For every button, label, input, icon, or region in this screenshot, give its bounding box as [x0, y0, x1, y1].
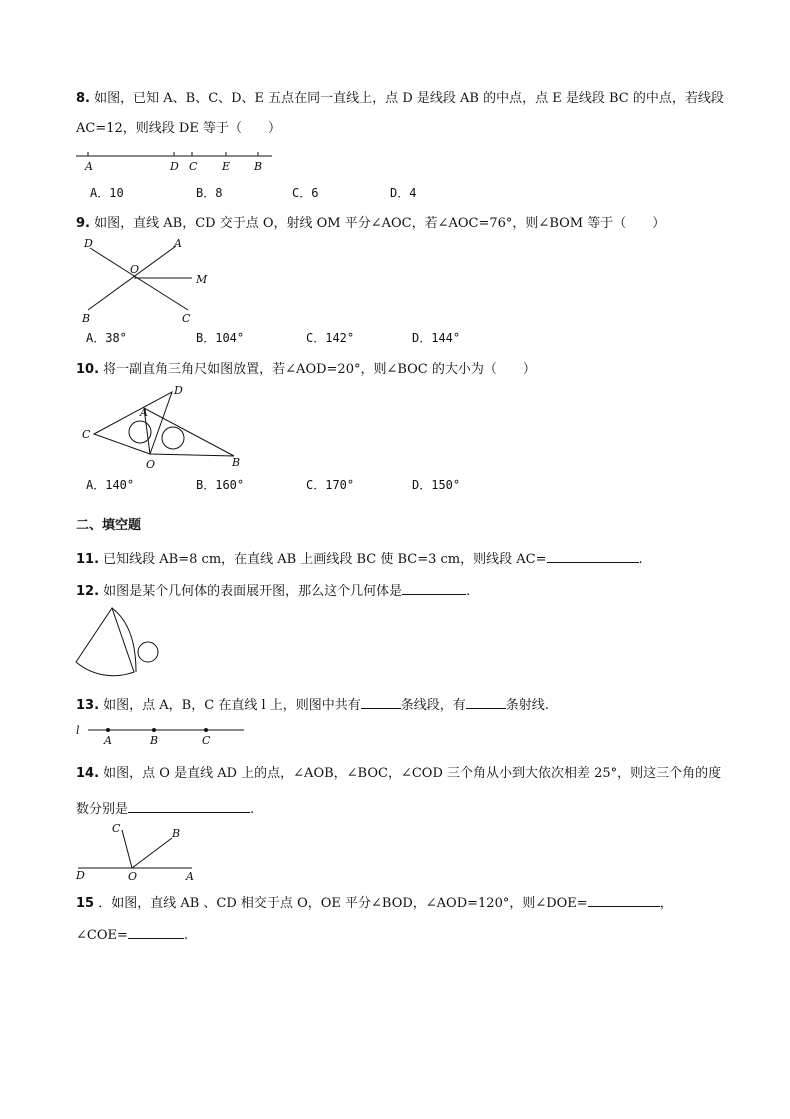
q11-answer-blank[interactable] — [547, 550, 639, 563]
q10-label-a: A — [140, 406, 148, 419]
q12-answer-blank[interactable] — [402, 582, 466, 595]
q14-number: 14. — [76, 766, 100, 781]
q9-option-c[interactable]: C．142° — [306, 331, 355, 345]
q10-label-d: D — [174, 384, 183, 397]
q8-label-b: B — [254, 160, 263, 173]
q10-option-c[interactable]: C．170° — [306, 478, 355, 492]
q10-option-d[interactable]: D．150° — [412, 478, 461, 492]
q13-tail: 条射线. — [505, 698, 549, 713]
q12-diagram-cone-net — [74, 606, 164, 676]
q10-option-a[interactable]: A．140° — [86, 478, 135, 492]
q9-label-m: M — [196, 273, 208, 286]
q8-option-a[interactable]: A．10 — [90, 186, 124, 200]
q9-label-d: D — [84, 237, 93, 250]
q13-mid: 条线段，有 — [400, 698, 466, 713]
q11-number: 11. — [76, 552, 100, 567]
q12-text — [76, 582, 470, 600]
q10-text — [76, 362, 536, 378]
q14-text-line2 — [76, 800, 254, 818]
q14-tail: . — [250, 802, 255, 817]
q13-label-a: A — [104, 734, 112, 747]
q15-tail-2: . — [183, 928, 189, 943]
q15-text-line1 — [76, 894, 673, 912]
q14-stem-1: 如图，点 O 是直线 AD 上的点，∠AOB，∠BOC，∠COD 三个角从小到大依次相差 25°，则这三个角的度 — [99, 766, 722, 781]
q8-number: 8. — [76, 91, 90, 106]
q9-label-a: A — [174, 237, 182, 250]
q9-label-b: B — [82, 312, 91, 325]
q14-label-c: C — [112, 822, 121, 835]
q9-label-o: O — [130, 263, 140, 276]
q12-number: 12. — [76, 584, 100, 599]
q8-label-c: C — [189, 160, 198, 173]
q10-stem: 将一副直角三角尺如图放置，若∠AOD=20°，则∠BOC 的大小为（ ） — [99, 362, 536, 377]
q9-label-c: C — [182, 312, 191, 325]
q15-number: 15 — [76, 896, 95, 911]
q9-stem: 如图，直线 AB，CD 交于点 O，射线 OM 平分∠AOC，若∠AOC=76°，则∠BOM 等于（ ） — [89, 216, 666, 231]
q15-tail-1: ， — [659, 896, 673, 911]
q14-label-o: O — [128, 870, 138, 883]
q15-coe-blank[interactable] — [128, 926, 184, 939]
q14-text-line1 — [76, 766, 721, 782]
q13-point-a — [106, 728, 110, 732]
q10-number: 10. — [76, 362, 100, 377]
q14-label-d: D — [76, 869, 85, 882]
q8-text-line1 — [76, 91, 724, 107]
section-fill-in-blank-title: 二、填空题 — [76, 518, 142, 533]
q8-option-c[interactable]: C．6 — [292, 186, 319, 200]
q15-stem-2: ∠COE= — [76, 928, 128, 943]
q13-rays-blank[interactable] — [466, 696, 506, 709]
q12-base-circle — [138, 642, 158, 662]
q13-stem: 如图，点 A，B，C 在直线 l 上，则图中共有 — [99, 698, 361, 713]
q9-diagram — [80, 236, 220, 326]
q14-ray-oc — [122, 830, 132, 868]
q10-label-o: O — [146, 458, 156, 471]
q13-point-b — [152, 728, 156, 732]
q13-label-c: C — [202, 734, 211, 747]
q14-stem-2: 数分别是 — [76, 802, 129, 817]
q9-text — [76, 216, 665, 232]
q14-answer-blank[interactable] — [128, 800, 250, 813]
q10-option-b[interactable]: B．160° — [196, 478, 245, 492]
q13-segments-blank[interactable] — [361, 696, 401, 709]
q13-text — [76, 696, 549, 714]
q8-label-a: A — [85, 160, 93, 173]
q10-label-c: C — [82, 428, 91, 441]
q15-text-line2 — [76, 926, 188, 944]
q8-text-line2: AC=12，则线段 DE 等于（ ） — [76, 121, 281, 136]
q8-option-d[interactable]: D．4 — [390, 186, 417, 200]
q13-point-c — [204, 728, 208, 732]
q9-line-dc — [90, 248, 188, 310]
q9-number: 9. — [76, 216, 90, 231]
q9-option-d[interactable]: D．144° — [412, 331, 461, 345]
q15-stem-1: ．如图，直线 AB 、CD 相交于点 O，OE 平分∠BOD，∠AOD=120°，则∠DOE= — [94, 896, 588, 911]
q10-circle-left — [129, 421, 151, 443]
q14-diagram — [76, 820, 206, 882]
q8-option-b[interactable]: B．8 — [196, 186, 223, 200]
q11-tail: . — [638, 552, 643, 567]
q13-label-l: l — [76, 724, 80, 737]
q8-label-e: E — [222, 160, 231, 173]
q13-diagram — [76, 722, 256, 748]
q9-option-b[interactable]: B．104° — [196, 331, 245, 345]
q12-stem: 如图是某个几何体的表面展开图，那么这个几何体是 — [99, 584, 403, 599]
q12-sector — [76, 608, 134, 676]
q13-number: 13. — [76, 698, 100, 713]
q8-diagram — [76, 150, 276, 174]
q10-label-b: B — [232, 456, 241, 469]
q14-label-b: B — [172, 827, 181, 840]
q8-label-d: D — [170, 160, 179, 173]
q13-label-b: B — [150, 734, 159, 747]
q10-diagram — [80, 382, 250, 472]
q15-doe-blank[interactable] — [588, 894, 660, 907]
q11-text — [76, 550, 643, 568]
q14-label-a: A — [186, 870, 194, 883]
q12-tail: . — [466, 584, 471, 599]
q11-stem: 已知线段 AB=8 cm，在直线 AB 上画线段 BC 使 BC=3 cm，则线段 AC= — [99, 552, 547, 567]
q9-option-a[interactable]: A．38° — [86, 331, 127, 345]
q8-stem-1: 如图，已知 A、B、C、D、E 五点在同一直线上，点 D 是线段 AB 的中点，点 E 是线段 BC 的中点，若线段 — [89, 91, 724, 106]
q10-circle-right — [162, 427, 184, 449]
q14-ray-ob — [132, 838, 172, 868]
